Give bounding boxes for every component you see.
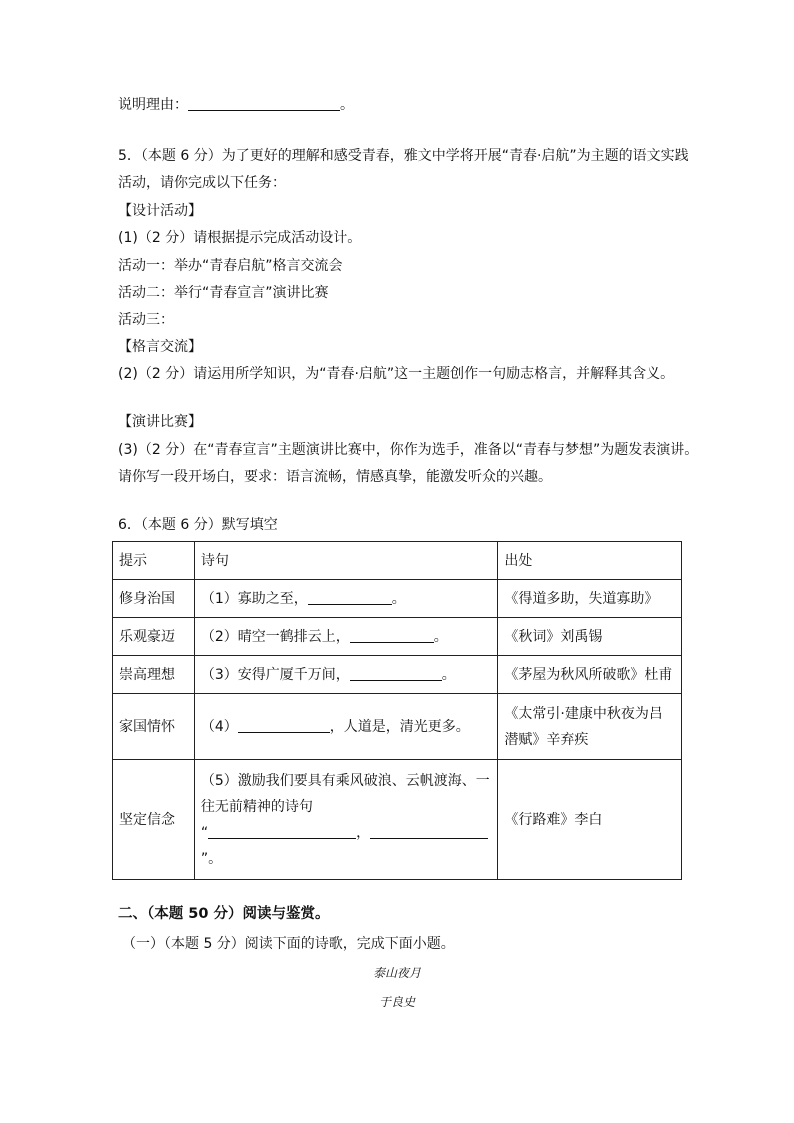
poem-title: 泰山夜月	[372, 966, 421, 980]
activity-one: 活动一：举办“青春启航”格言交流会	[118, 258, 343, 274]
section2-heading: 二、（本题 50 分）阅读与鉴赏。	[118, 906, 330, 922]
q5-intro-line2: 活动，请你完成以下任务：	[118, 175, 286, 191]
q5-sub1: (1)（2 分）请根据提示完成活动设计。	[118, 230, 362, 246]
q5-intro-line1: 5．（本题 6 分）为了更好的理解和感受青春，雅文中学将开展“青春·启航”为主题的语文实践	[118, 148, 689, 164]
reason-line: 说明理由： 。	[118, 97, 354, 113]
reason-blank[interactable]	[188, 96, 340, 111]
verse-blank-5a[interactable]	[208, 824, 356, 839]
q6-title: 6．（本题 6 分）默写填空	[118, 517, 278, 533]
table-row: 乐观豪迈 （2）晴空一鹤排云上， 。 《秋词》刘禹锡	[113, 618, 682, 656]
verse-blank-2[interactable]	[350, 628, 434, 643]
verse-blank-5b[interactable]	[370, 824, 488, 839]
section2-sub: （一）（本题 5 分）阅读下面的诗歌，完成下面小题。	[122, 936, 455, 952]
table-row: 家国情怀 （4） ，人道是，清光更多。 《太常引·建康中秋夜为吕 潜赋》辛弃疾	[113, 694, 682, 760]
verse-blank-3[interactable]	[350, 666, 442, 681]
verse-blank-4[interactable]	[238, 718, 330, 733]
q5-sub3-line2: 请你写一段开场白，要求：语言流畅，情感真挚，能激发听众的兴趣。	[118, 469, 552, 485]
table-row: 崇高理想 （3）安得广厦千万间， 。 《茅屋为秋风所破歌》杜甫	[113, 656, 682, 694]
poem-author: 于良史	[378, 995, 415, 1009]
table-header-row	[113, 542, 682, 580]
header-hint: 提示	[113, 542, 195, 580]
verse-blank-1[interactable]	[308, 590, 392, 605]
header-source: 出处	[498, 542, 682, 580]
table-row: 坚定信念 （5）激励我们要具有乘风破浪、云帆渡海、一 往无前精神的诗句 “ ， ”。 《行路难》李白	[113, 760, 682, 880]
q5-sub2: (2)（2 分）请运用所学知识，为“青春·启航”这一主题创作一句励志格言，并解释其含义。	[118, 366, 675, 382]
speech-heading: 【演讲比赛】	[118, 414, 202, 430]
design-heading: 【设计活动】	[118, 203, 202, 219]
header-verse: 诗句	[194, 542, 498, 580]
reason-label: 说明理由：	[118, 97, 188, 113]
motto-heading: 【格言交流】	[118, 339, 202, 355]
q5-sub3-line1: (3)（2 分）在“青春宣言”主题演讲比赛中，你作为选手，准备以“青春与梦想”为题发表演讲。	[118, 442, 699, 458]
activity-two: 活动二：举行“青春宣言”演讲比赛	[118, 285, 329, 301]
activity-three: 活动三：	[118, 312, 174, 328]
table-row: 修身治国 （1）寡助之至， 。 《得道多助，失道寡助》	[113, 580, 682, 618]
recitation-table	[112, 541, 682, 880]
